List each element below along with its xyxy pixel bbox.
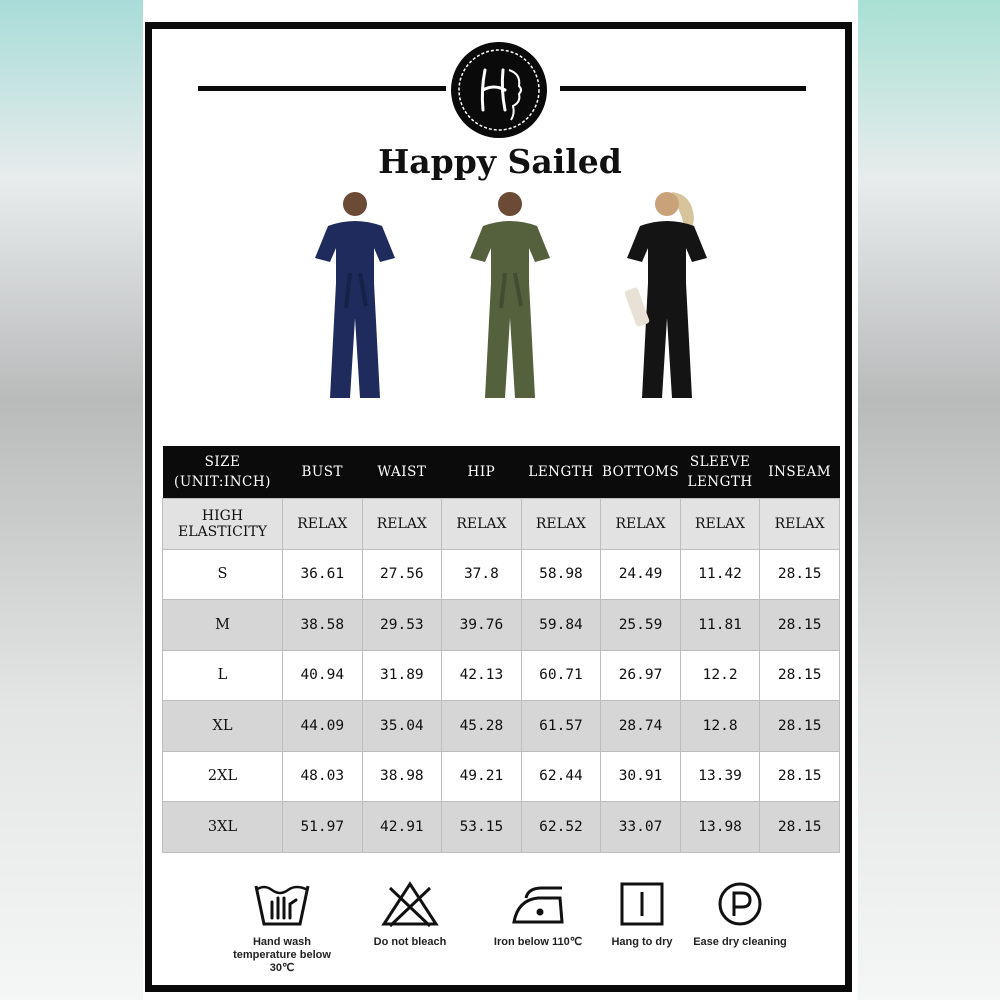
table-cell: RELAX	[601, 499, 681, 550]
model-navy	[300, 188, 410, 408]
table-cell: 42.13	[442, 650, 522, 701]
table-cell: 38.98	[362, 751, 442, 802]
care-label-hand-wash: Hand wash temperature below 30℃	[233, 936, 331, 974]
table-cell: 58.98	[521, 549, 601, 600]
table-cell: 28.15	[760, 600, 840, 651]
care-label-do-not-bleach: Do not bleach	[373, 936, 447, 948]
table-cell: HIGH ELASTICITY	[163, 499, 283, 550]
care-label-iron: Iron below 110℃	[493, 936, 583, 948]
size-label-cell: XL	[163, 701, 283, 752]
header-rule-left	[198, 86, 446, 91]
model-black	[612, 188, 722, 408]
table-cell: 62.52	[521, 802, 601, 853]
size-row	[163, 802, 840, 853]
table-cell: 28.15	[760, 650, 840, 701]
header-bottoms: BOTTOMS	[601, 446, 681, 499]
table-cell: 29.53	[362, 600, 442, 651]
model-green	[455, 188, 565, 408]
table-cell: 59.84	[521, 600, 601, 651]
table-cell: 24.49	[601, 549, 681, 600]
header-hip: HIP	[442, 446, 522, 499]
table-cell: 42.91	[362, 802, 442, 853]
table-cell: 45.28	[442, 701, 522, 752]
care-do-not-bleach	[350, 880, 470, 949]
brand-logo-icon	[449, 40, 549, 140]
do-not-bleach-icon	[380, 880, 440, 928]
table-cell: 28.15	[760, 751, 840, 802]
hang-dry-icon	[612, 880, 672, 928]
table-cell: 12.2	[680, 650, 760, 701]
iron-low-icon	[508, 880, 568, 928]
care-hand-wash	[222, 880, 342, 975]
table-cell: 38.58	[283, 600, 363, 651]
table-cell: 27.56	[362, 549, 442, 600]
table-cell: 61.57	[521, 701, 601, 752]
table-cell: 28.15	[760, 549, 840, 600]
size-row	[163, 701, 840, 752]
table-cell: RELAX	[760, 499, 840, 550]
size-row	[163, 650, 840, 701]
table-cell: 44.09	[283, 701, 363, 752]
care-dry-clean	[680, 880, 800, 949]
table-cell: 31.89	[362, 650, 442, 701]
table-cell: 36.61	[283, 549, 363, 600]
table-cell: 62.44	[521, 751, 601, 802]
table-cell: 35.04	[362, 701, 442, 752]
header-length: LENGTH	[521, 446, 601, 499]
size-label-cell: M	[163, 600, 283, 651]
header-inseam: INSEAM	[760, 446, 840, 499]
table-cell: 25.59	[601, 600, 681, 651]
elasticity-row	[163, 499, 840, 550]
table-cell: RELAX	[521, 499, 601, 550]
table-cell: 30.91	[601, 751, 681, 802]
table-cell: 49.21	[442, 751, 522, 802]
table-cell: 37.8	[442, 549, 522, 600]
size-row	[163, 600, 840, 651]
table-cell: 11.81	[680, 600, 760, 651]
size-row	[163, 549, 840, 600]
size-label-cell: S	[163, 549, 283, 600]
table-cell: 53.15	[442, 802, 522, 853]
size-label-cell: 3XL	[163, 802, 283, 853]
dry-clean-icon	[710, 880, 770, 928]
table-cell: RELAX	[680, 499, 760, 550]
header-sleeve-length: SLEEVE LENGTH	[680, 446, 760, 499]
right-backdrop	[858, 0, 1000, 1000]
table-cell: 11.42	[680, 549, 760, 600]
table-cell: 51.97	[283, 802, 363, 853]
table-cell: 13.39	[680, 751, 760, 802]
header-size: SIZE (UNIT:INCH)	[163, 446, 283, 499]
header-rule-right	[560, 86, 806, 91]
care-label-dry-clean: Ease dry cleaning	[693, 936, 787, 948]
table-cell: 26.97	[601, 650, 681, 701]
table-cell: RELAX	[362, 499, 442, 550]
size-label-cell: 2XL	[163, 751, 283, 802]
size-table-header-row	[163, 446, 840, 499]
table-cell: 28.15	[760, 802, 840, 853]
care-label-hang-dry: Hang to dry	[611, 936, 673, 948]
brand-name: Happy Sailed	[378, 142, 622, 181]
header-bust: BUST	[283, 446, 363, 499]
left-backdrop	[0, 0, 143, 1000]
table-cell: 60.71	[521, 650, 601, 701]
table-cell: 33.07	[601, 802, 681, 853]
table-cell: 40.94	[283, 650, 363, 701]
table-cell: 48.03	[283, 751, 363, 802]
header-waist: WAIST	[362, 446, 442, 499]
table-cell: RELAX	[283, 499, 363, 550]
size-table	[162, 446, 840, 853]
table-cell: 39.76	[442, 600, 522, 651]
size-row	[163, 751, 840, 802]
table-cell: 13.98	[680, 802, 760, 853]
size-label-cell: L	[163, 650, 283, 701]
table-cell: RELAX	[442, 499, 522, 550]
table-cell: 28.74	[601, 701, 681, 752]
care-iron	[478, 880, 598, 949]
hand-wash-icon	[252, 880, 312, 928]
table-cell: 12.8	[680, 701, 760, 752]
table-cell: 28.15	[760, 701, 840, 752]
